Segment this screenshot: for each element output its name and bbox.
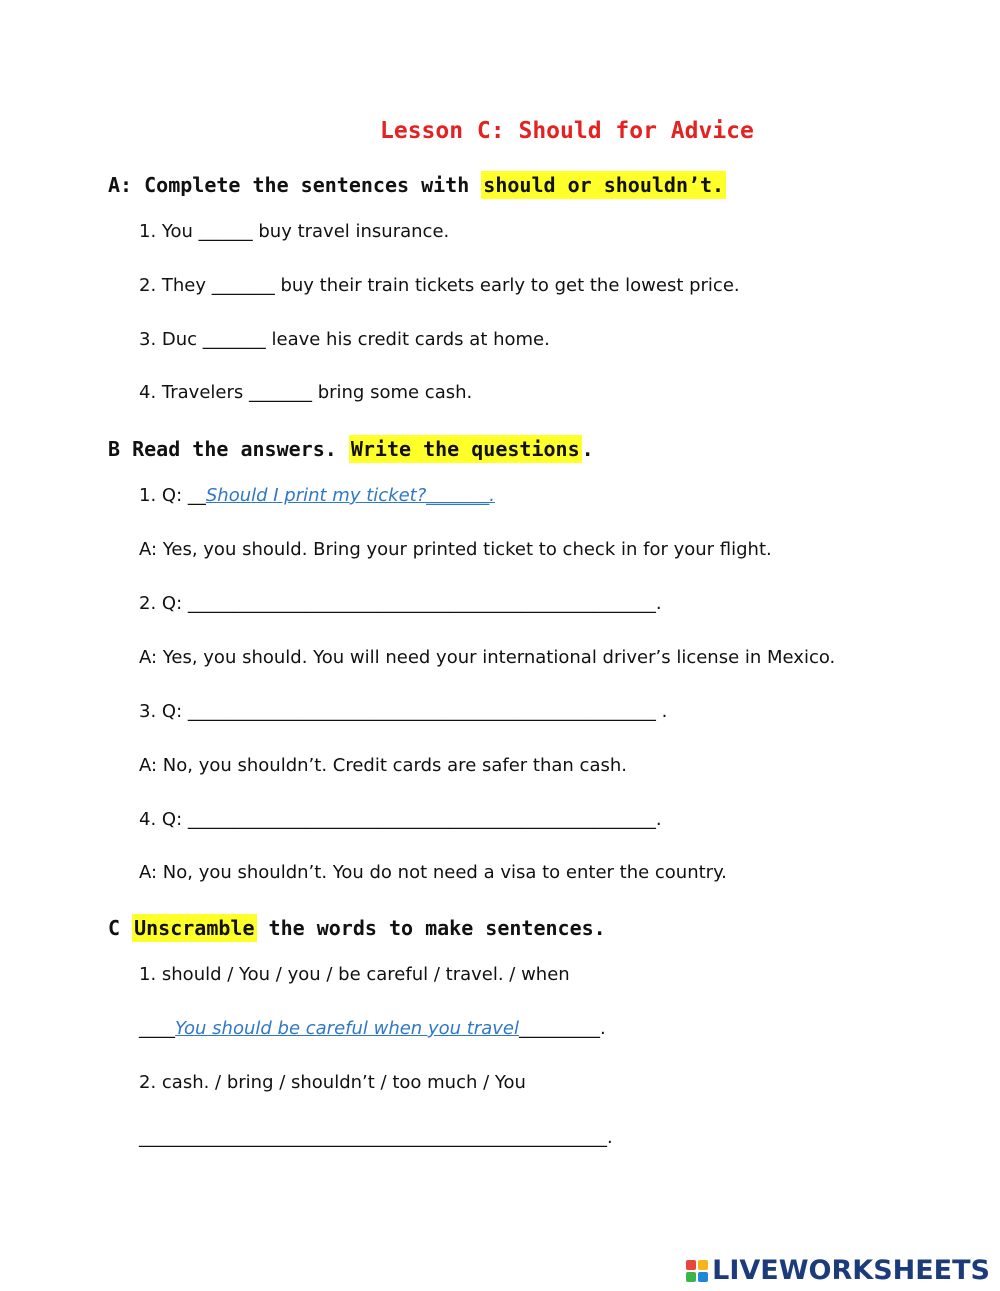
page-title: Lesson C: Should for Advice [380, 118, 754, 144]
section-c-heading [108, 916, 606, 940]
section-a-item-1[interactable]: 1. You ______ buy travel insurance. [139, 221, 450, 242]
section-a-heading [108, 173, 726, 197]
section-b-question-1-prefix: 1. Q: __ [139, 485, 206, 506]
section-b-heading-prefix: B Read the answers. [108, 437, 349, 461]
section-a-item-3[interactable]: 3. Duc _______ leave his credit cards at home. [139, 329, 550, 350]
section-c-item-1: 1. should / You / you / be careful / travel. / when [139, 964, 570, 985]
section-b-question-2[interactable]: 2. Q: ____________________________________________________. [139, 593, 662, 614]
section-c-heading-suffix: the words to make sentences. [256, 916, 606, 940]
section-c-heading-highlight: Unscramble [134, 916, 255, 940]
section-c-item-1-answer-line[interactable] [139, 1018, 606, 1039]
section-a-item-4[interactable]: 4. Travelers _______ bring some cash. [139, 382, 473, 403]
section-c-heading-prefix: C [108, 916, 133, 940]
section-b-heading-suffix: . [581, 437, 594, 461]
section-c-item-1-answer[interactable]: You should be careful when you travel [175, 1018, 519, 1039]
section-b-answer-1: A: Yes, you should. Bring your printed ticket to check in for your flight. [139, 539, 772, 560]
liveworksheets-logo-icon [686, 1260, 708, 1282]
section-c-item-1-blank-pre: ____ [139, 1018, 175, 1039]
section-a-heading-prefix: A: Complete the sentences with [108, 173, 482, 197]
section-b-question-1[interactable] [139, 485, 495, 506]
section-b-answer-3: A: No, you shouldn’t. Credit cards are safer than cash. [139, 755, 627, 776]
section-a-item-2[interactable]: 2. They _______ buy their train tickets early to get the lowest price. [139, 275, 740, 296]
liveworksheets-logo-text: LIVEWORKSHEETS [712, 1255, 990, 1286]
liveworksheets-logo [686, 1255, 990, 1286]
section-b-question-3[interactable]: 3. Q: ____________________________________________________ . [139, 701, 668, 722]
section-b-question-1-answer[interactable]: Should I print my ticket?_______. [205, 485, 496, 506]
section-b-heading [108, 437, 594, 461]
section-a-heading-highlight: should or shouldn’t. [483, 173, 725, 197]
section-b-heading-highlight: Write the questions [350, 437, 580, 461]
section-c-item-1-blank-post: _________. [518, 1018, 606, 1039]
section-b-question-4[interactable]: 4. Q: ____________________________________________________. [139, 809, 662, 830]
section-b-answer-4: A: No, you shouldn’t. You do not need a visa to enter the country. [139, 862, 727, 883]
section-b-answer-2: A: Yes, you should. You will need your international driver’s license in Mexico. [139, 647, 836, 668]
section-c-item-2: 2. cash. / bring / shouldn’t / too much / You [139, 1072, 526, 1093]
section-c-item-2-answer-line[interactable]: ____________________________________________________. [139, 1127, 613, 1148]
